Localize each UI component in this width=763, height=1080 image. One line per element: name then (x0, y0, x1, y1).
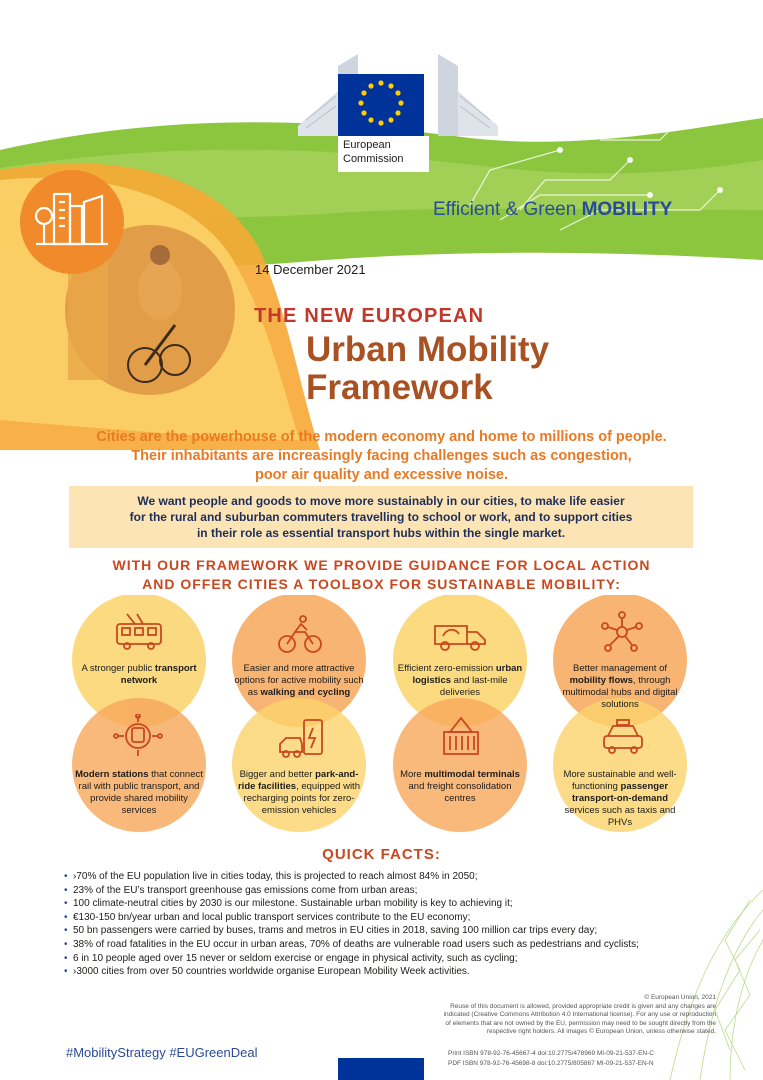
charging-point-icon (276, 716, 328, 760)
list-item: • ›70% of the EU population live in cities today, this is projected to reach almost 84% in 2050; (64, 870, 704, 884)
publication-date: 14 December 2021 (255, 262, 366, 277)
intro-line-2: Their inhabitants are increasingly facing challenges such as congestion, (131, 448, 632, 464)
trolleybus-icon (113, 612, 165, 652)
taxi-icon (600, 718, 646, 758)
measure-text-logistics: Efficient zero-emission urban logistics and last-mile deliveries (397, 663, 523, 698)
intro-text (60, 428, 703, 485)
list-item: • 100 climate-neutral cities by 2030 is our milestone. Sustainable urban mobility is key to achieving it; (64, 897, 704, 911)
list-item: • 50 bn passengers were carried by buses, trams and metros in EU cities in 2018, saving 100 million car trips every day; (64, 924, 704, 938)
measure-text-on-demand: More sustainable and well-functioning passenger transport-on-demand services such as taxis and PHVs (563, 769, 677, 828)
framework-line-2: AND OFFER CITIES A TOOLBOX FOR SUSTAINABLE MOBILITY: (142, 576, 621, 592)
measure-text-active-mobility: Easier and more attractive options for active mobility such as walking and cycling (234, 663, 364, 698)
title-line-1: Urban Mobility (306, 330, 550, 369)
quick-facts-list (64, 870, 704, 979)
theme-label (433, 199, 672, 221)
org-line-1: European (343, 139, 391, 151)
quick-facts-title: QUICK FACTS: (322, 846, 441, 863)
title-prefix: THE NEW EUROPEAN (254, 305, 485, 327)
measure-text-terminals: More multimodal terminals and freight consolidation centres (400, 769, 520, 804)
goal-text (69, 493, 693, 541)
theme-pre: Efficient & Green (433, 199, 582, 220)
container-crane-icon (438, 714, 484, 758)
delivery-van-icon (431, 614, 489, 654)
network-nodes-icon (600, 610, 644, 654)
isbn-info (448, 1049, 718, 1069)
isbn-print: Print ISBN 978-92-76-45667-4 doi:10.2775/478969 MI-09-21-537-EN-C (448, 1050, 654, 1057)
station-icon (112, 714, 164, 758)
list-item: • €130-150 bn/year urban and local public transport services contribute to the EU economy; (64, 911, 704, 925)
organisation-name (338, 136, 429, 172)
measure-text-park-and-ride: Bigger and better park-and-ride facilities, equipped with recharging points for zero-emission vehicles (237, 769, 360, 816)
legal-line-2: indicated (Creative Commons Attribution 4.0 International license). For any use or reproduction (443, 1011, 716, 1018)
goal-line-2: for the rural and suburban commuters travelling to school or work, and to support cities (129, 510, 633, 524)
page-title (306, 331, 549, 407)
list-item: • 38% of road fatalities in the EU occur in urban areas, 70% of deaths are vulnerable road users such as pedestrians and cyclists; (64, 938, 704, 952)
goal-line-3: in their role as essential transport hubs within the single market. (196, 526, 566, 540)
title-line-2: Framework (306, 368, 493, 407)
isbn-pdf: PDF ISBN 978-92-76-45698-8 doi:10.2775/805867 MI-09-21-537-EN-N (448, 1060, 654, 1067)
cyclist-icon (277, 614, 323, 654)
intro-line-1: Cities are the powerhouse of the modern economy and home to millions of people. (96, 429, 667, 445)
measure-text-mobility-flows: Better management of mobility flows, through multimodal hubs and digital solutions (562, 663, 678, 710)
legal-line-3: of elements that are not owned by the EU, permission may need to be sought directly from the (445, 1019, 716, 1027)
theme-bold: MOBILITY (581, 199, 673, 220)
eu-flag-strip (338, 1058, 424, 1080)
list-item: • 6 in 10 people aged over 15 never or seldom exercise or engage in physical activity, such as cycling; (64, 952, 704, 966)
framework-line-1: WITH OUR FRAMEWORK WE PROVIDE GUIDANCE FOR LOCAL ACTION (112, 557, 651, 573)
goal-line-1: We want people and goods to move more sustainably in our cities, to make life easier (137, 494, 625, 508)
list-item: • 23% of the EU’s transport greenhouse gas emissions come from urban areas; (64, 884, 704, 898)
intro-line-3: poor air quality and excessive noise. (254, 467, 509, 483)
measure-text-stations: Modern stations that connect rail with public transport, and provide shared mobility services (75, 769, 203, 816)
measure-text-transport: A stronger public transport network (81, 663, 197, 686)
legal-line-1: Reuse of this document is allowed, provided appropriate credit is given and any changes are (450, 1002, 716, 1010)
legal-notice (396, 994, 716, 1037)
copyright: © European Union, 2021 (644, 994, 716, 1001)
list-item: • ›3000 cities from over 50 countries worldwide organise European Mobility Week activities. (64, 965, 704, 979)
framework-heading (60, 556, 703, 594)
hashtags: #MobilityStrategy #EUGreenDeal (66, 1045, 258, 1060)
city-buildings-icon (34, 188, 110, 248)
legal-line-4: respective right holders. All images © European Union, unless otherwise stated. (486, 1028, 716, 1035)
org-line-2: Commission (343, 153, 404, 165)
